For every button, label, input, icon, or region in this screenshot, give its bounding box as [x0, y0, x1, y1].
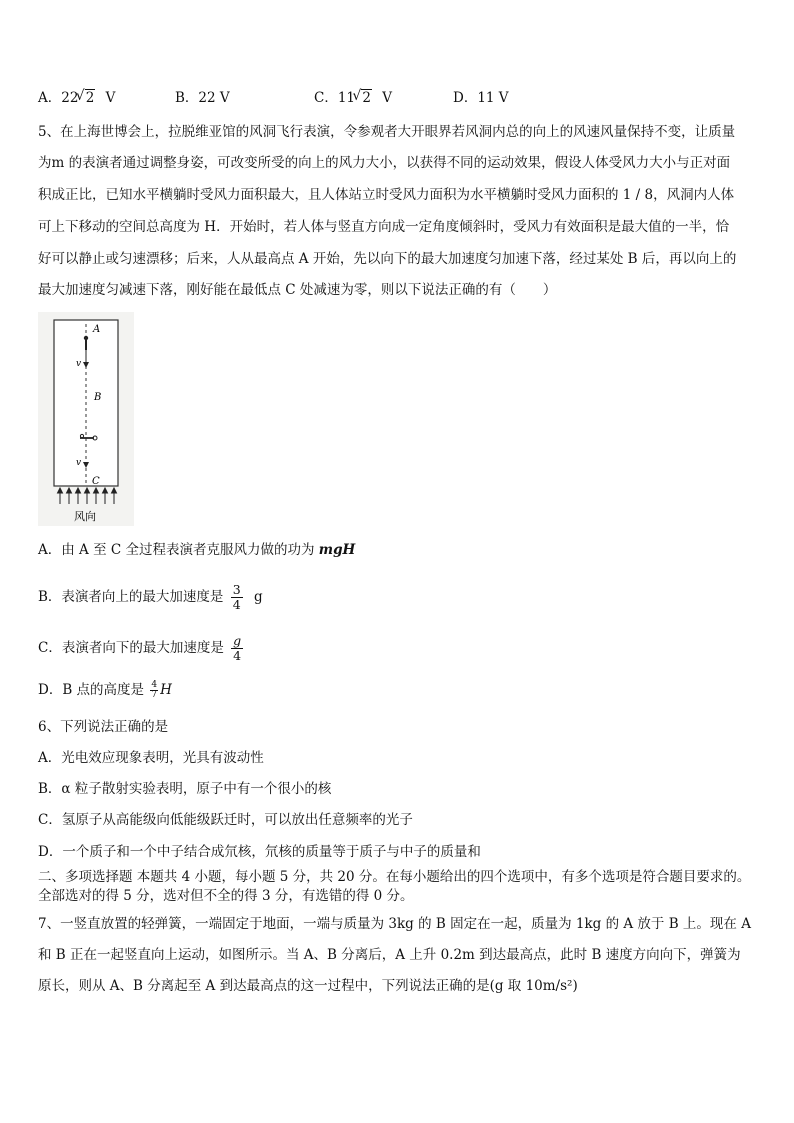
q6-option-b: B．α 粒子散射实验表明，原子中有一个很小的核	[38, 781, 332, 797]
q4-option-c: C．11 √ 2 V	[314, 86, 392, 106]
fraction-4-7: $\frac{4}{7}$	[151, 680, 158, 700]
wind-tunnel-diagram	[38, 312, 134, 526]
label-v-bottom: v	[76, 458, 82, 468]
q6-option-d: D．一个质子和一个中子结合成氘核，氘核的质量等于质子与中子的质量和	[38, 844, 481, 860]
q5-line-6: 最大加速度匀减速下落，刚好能在最低点 C 处减速为零，则以下说法正确的有（ ）	[38, 282, 557, 298]
q6-option-c: C．氢原子从高能级向低能级跃迁时，可以放出任意频率的光子	[38, 812, 413, 828]
q5-line-5: 好可以静止或匀速漂移；后来，人从最高点 A 开始，先以向下的最大加速度匀加速下落，经过某处 B 后，再以向上的	[38, 251, 737, 267]
q5-line-1: 5、在上海世博会上，拉脱维亚馆的风洞飞行表演，令参观者大开眼界若风洞内总的向上的风速风量保持不变，让质量	[38, 124, 736, 140]
wind-caption: 风向	[74, 510, 96, 523]
label-b: B	[94, 392, 102, 403]
label-v-top: v	[76, 359, 82, 369]
q5-option-d: D．B 点的高度是 $\frac{4}{7}$ H	[38, 680, 172, 700]
q7-line-1: 7、一竖直放置的轻弹簧，一端固定于地面，一端与质量为 3kg 的 B 固定在一起，质量为 1kg 的 A 放于 B 上。现在 A	[38, 916, 751, 932]
q5-option-c: C．表演者向下的最大加速度是 $\frac{g}{4}$	[38, 633, 242, 663]
q5-line-2: 为m 的表演者通过调整身姿，可改变所受的向上的风力大小，以获得不同的运动效果，假设人体受风力大小与正对面	[38, 155, 731, 171]
section2-line-1: 二、多项选择题 本题共 4 小题，每小题 5 分，共 20 分。在每小题给出的四个选项中，有多个选项是符合题目要求的。	[38, 869, 751, 885]
q7-line-3: 原长，则从 A、B 分离起至 A 到达最高点的这一过程中，下列说法正确的是(g 取 10m/s²)	[38, 978, 578, 994]
q5-option-a: A．由 A 至 C 全过程表演者克服风力做的功为 mgH	[38, 542, 356, 558]
section2-line-2: 全部选对的得 5 分，选对但不全的得 3 分，有选错的得 0 分。	[38, 888, 414, 904]
q4-option-d: D．11 V	[453, 90, 509, 106]
label-c: C	[92, 476, 100, 487]
q5-line-3: 积成正比，已知水平横躺时受风力面积最大，且人体站立时受风力面积为水平横躺时受风力面积的 1 / 8，风洞内人体	[38, 187, 735, 203]
q4-option-a: A．22 √ 2 V	[38, 86, 115, 106]
fraction-g-4: $\frac{g}{4}$	[233, 633, 242, 663]
fraction-3-4: $\frac{3}{4}$	[232, 582, 241, 612]
q5-line-4: 可上下移动的空间总高度为 H．开始时，若人体与竖直方向成一定角度倾斜时，受风力有效面积是最大值的一半，恰	[38, 219, 730, 235]
q7-line-2: 和 B 正在一起竖直向上运动，如图所示。当 A、B 分离后，A 上升 0.2m 到达最高点，此时 B 速度方向向下，弹簧为	[38, 947, 741, 963]
q4-options	[38, 86, 758, 108]
q4-option-b: B．22 V	[175, 90, 230, 106]
label-a: A	[93, 324, 101, 335]
q6-stem: 6、下列说法正确的是	[38, 719, 169, 735]
q6-option-a: A．光电效应现象表明，光具有波动性	[38, 750, 264, 766]
q5-option-b: B．表演者向上的最大加速度是 $\frac{3}{4}$ g	[38, 582, 263, 612]
